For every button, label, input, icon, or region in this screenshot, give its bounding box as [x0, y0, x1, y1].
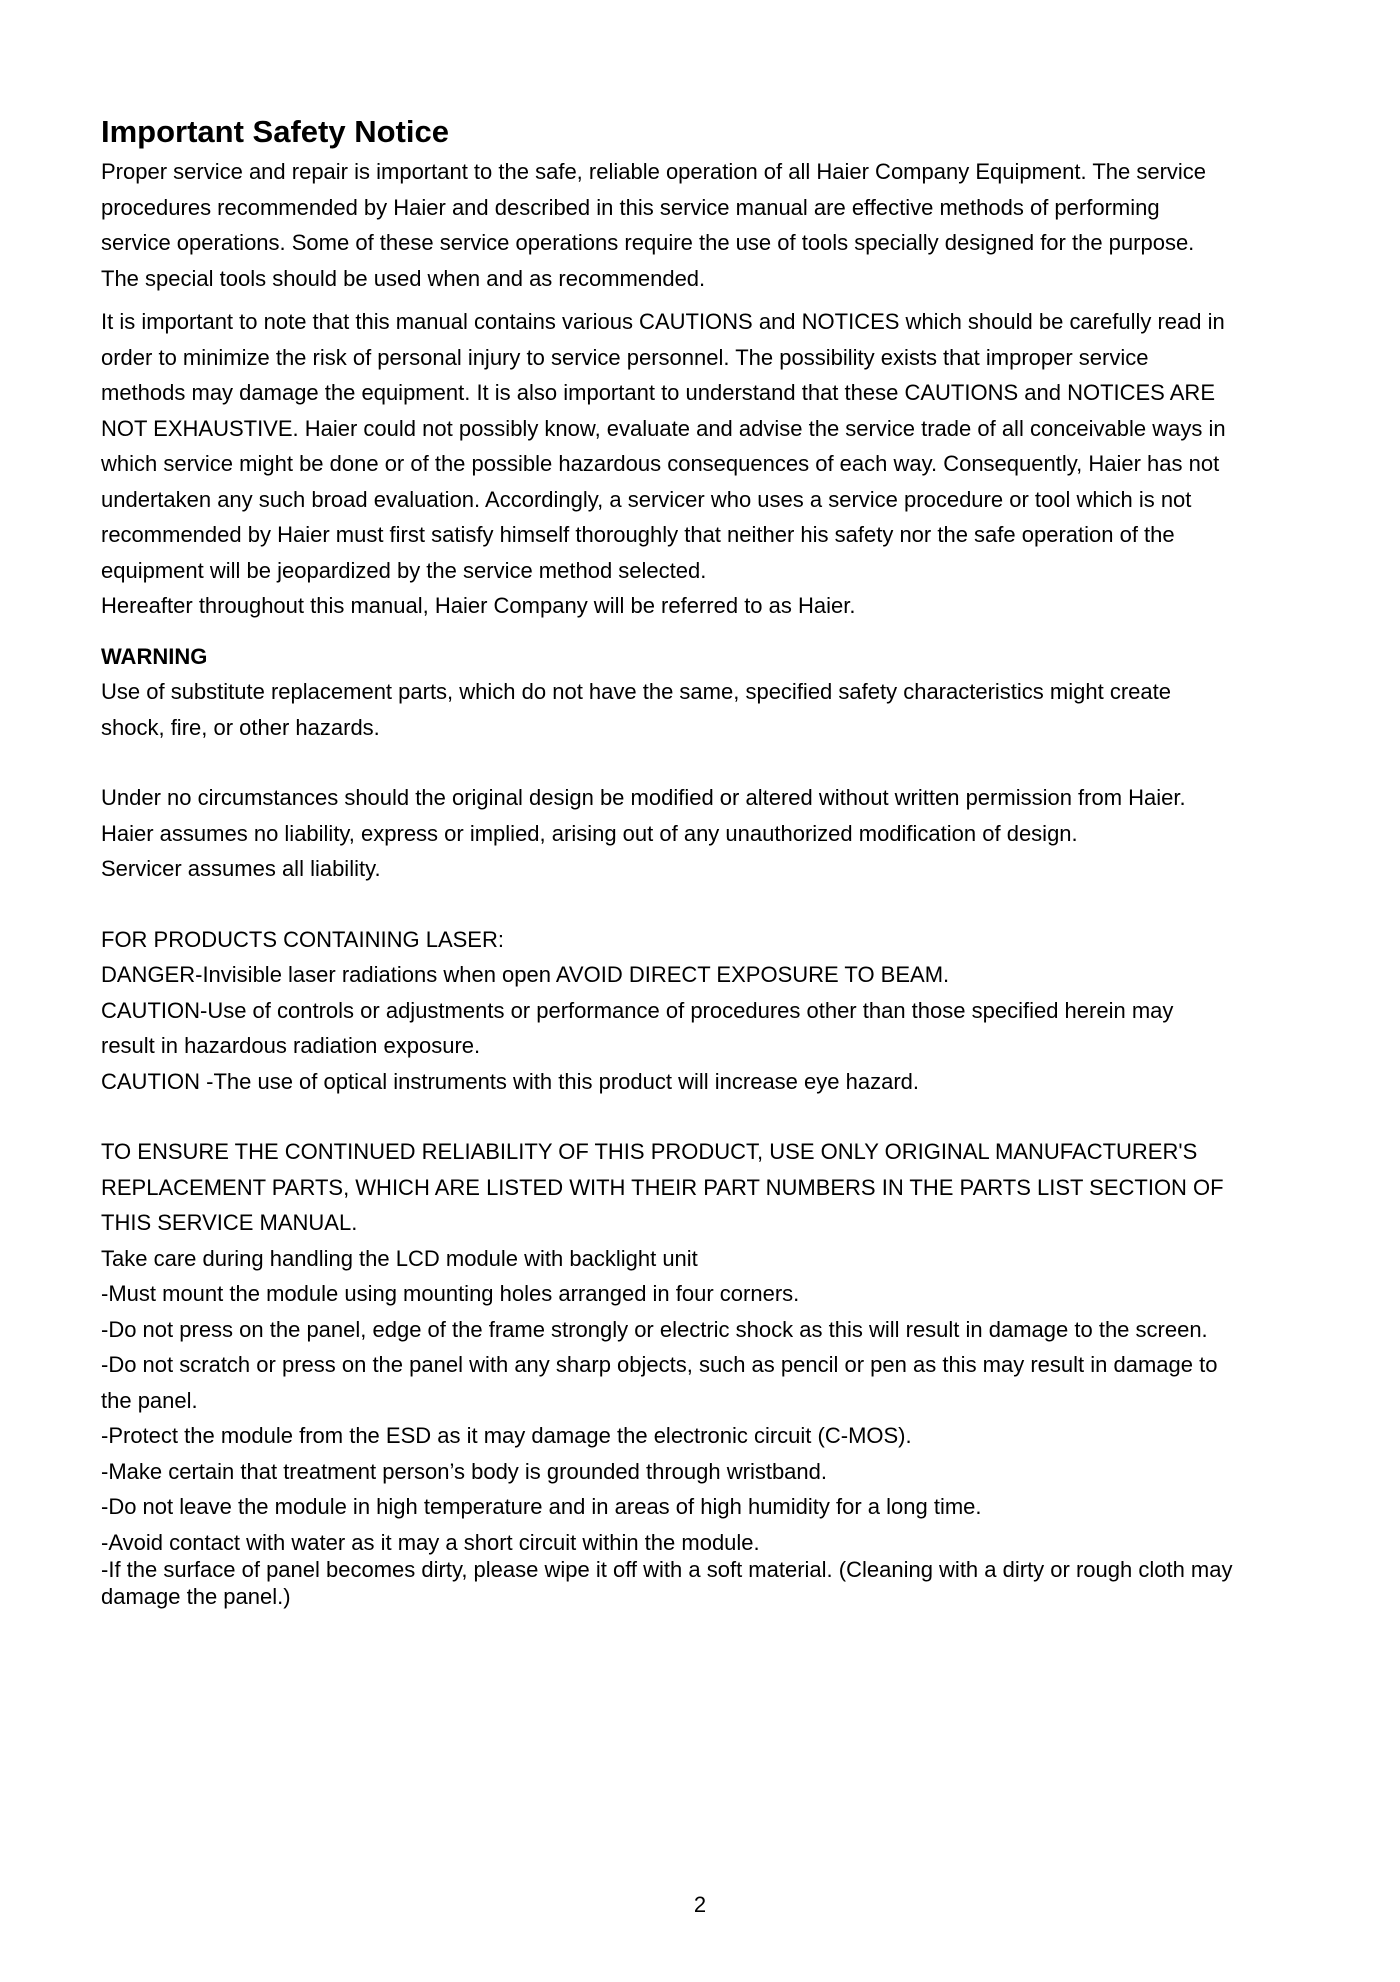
text-line: THIS SERVICE MANUAL. [101, 1210, 358, 1235]
lcd-handling-paragraph [101, 1134, 1321, 1560]
text-line: Under no circumstances should the original design be modified or altered without written permission from Haier. [101, 785, 1186, 810]
text-line: the panel. [101, 1387, 198, 1413]
text-line: CAUTION -The use of optical instruments with this product will increase eye hazard. [101, 1068, 919, 1094]
text-line: Haier assumes no liability, express or implied, arising out of any unauthorized modification of design. [101, 820, 1078, 846]
text-line: The special tools should be used when and as recommended. [101, 265, 706, 291]
text-line: -Must mount the module using mounting holes arranged in four corners. [101, 1281, 800, 1306]
text-line: Proper service and repair is important to the safe, reliable operation of all Haier Company Equipment. The service [101, 159, 1207, 184]
text-line: undertaken any such broad evaluation. Accordingly, a servicer who uses a service procedure or tool which is not [101, 486, 1192, 512]
text-line: result in hazardous radiation exposure. [101, 1033, 481, 1058]
laser-paragraph [101, 922, 1321, 1100]
cleaning-note [101, 1556, 1321, 1610]
text-line: It is important to note that this manual contains various CAUTIONS and NOTICES which should be carefully read in [101, 309, 1225, 334]
page-title: Important Safety Notice [101, 114, 449, 149]
text-line: DANGER-Invisible laser radiations when open AVOID DIRECT EXPOSURE TO BEAM. [101, 962, 950, 987]
text-line: damage the panel.) [101, 1584, 291, 1609]
text-line: recommended by Haier must first satisfy himself thoroughly that neither his safety nor the safe operation of the [101, 522, 1175, 547]
text-line: -Do not scratch or press on the panel with any sharp objects, such as pencil or pen as this may result in damage to [101, 1352, 1218, 1377]
text-line: -Protect the module from the ESD as it may damage the electronic circuit (C-MOS). [101, 1423, 912, 1448]
text-line: order to minimize the risk of personal injury to service personnel. The possibility exists that improper service [101, 344, 1149, 370]
text-line: procedures recommended by Haier and described in this service manual are effective methods of performing [101, 194, 1160, 220]
text-line: equipment will be jeopardized by the service method selected. [101, 557, 707, 583]
text-line: -If the surface of panel becomes dirty, please wipe it off with a soft material. (Cleaning with a dirty or rough cloth may [101, 1557, 1233, 1582]
text-line: FOR PRODUCTS CONTAINING LASER: [101, 926, 504, 952]
text-line: methods may damage the equipment. It is also important to understand that these CAUTIONS and NOTICES ARE [101, 380, 1215, 405]
text-line: Use of substitute replacement parts, which do not have the same, specified safety characteristics might create [101, 679, 1171, 704]
text-line: -Make certain that treatment person’s body is grounded through wristband. [101, 1458, 827, 1484]
text-line: which service might be done or of the possible hazardous consequences of each way. Consequently, Haier has not [101, 451, 1220, 476]
text-line: -Do not press on the panel, edge of the frame strongly or electric shock as this will result in damage to the screen. [101, 1316, 1208, 1342]
warning-heading: WARNING [101, 643, 208, 669]
text-line: -Do not leave the module in high temperature and in areas of high humidity for a long time. [101, 1494, 982, 1519]
text-line: REPLACEMENT PARTS, WHICH ARE LISTED WITH THEIR PART NUMBERS IN THE PARTS LIST SECTION OF [101, 1174, 1224, 1200]
text-line: Take care during handling the LCD module with backlight unit [101, 1245, 698, 1271]
text-line: Hereafter throughout this manual, Haier Company will be referred to as Haier. [101, 593, 856, 618]
text-line: NOT EXHAUSTIVE. Haier could not possibly know, evaluate and advise the service trade of all conceivable ways in [101, 415, 1226, 441]
text-line: service operations. Some of these service operations require the use of tools specially designed for the purpose. [101, 230, 1195, 255]
text-line: -Avoid contact with water as it may a short circuit within the module. [101, 1529, 760, 1555]
cautions-paragraph [101, 304, 1321, 624]
text-line: CAUTION-Use of controls or adjustments or performance of procedures other than those specified herein may [101, 997, 1174, 1023]
liability-paragraph [101, 780, 1321, 887]
text-line: TO ENSURE THE CONTINUED RELIABILITY OF THIS PRODUCT, USE ONLY ORIGINAL MANUFACTURER'S [101, 1139, 1198, 1164]
text-line: shock, fire, or other hazards. [101, 714, 380, 740]
document-page [101, 112, 1321, 1610]
text-line: Servicer assumes all liability. [101, 856, 381, 881]
page-number: 2 [693, 1892, 707, 1917]
warning-section [101, 639, 1321, 746]
intro-paragraph [101, 154, 1321, 296]
